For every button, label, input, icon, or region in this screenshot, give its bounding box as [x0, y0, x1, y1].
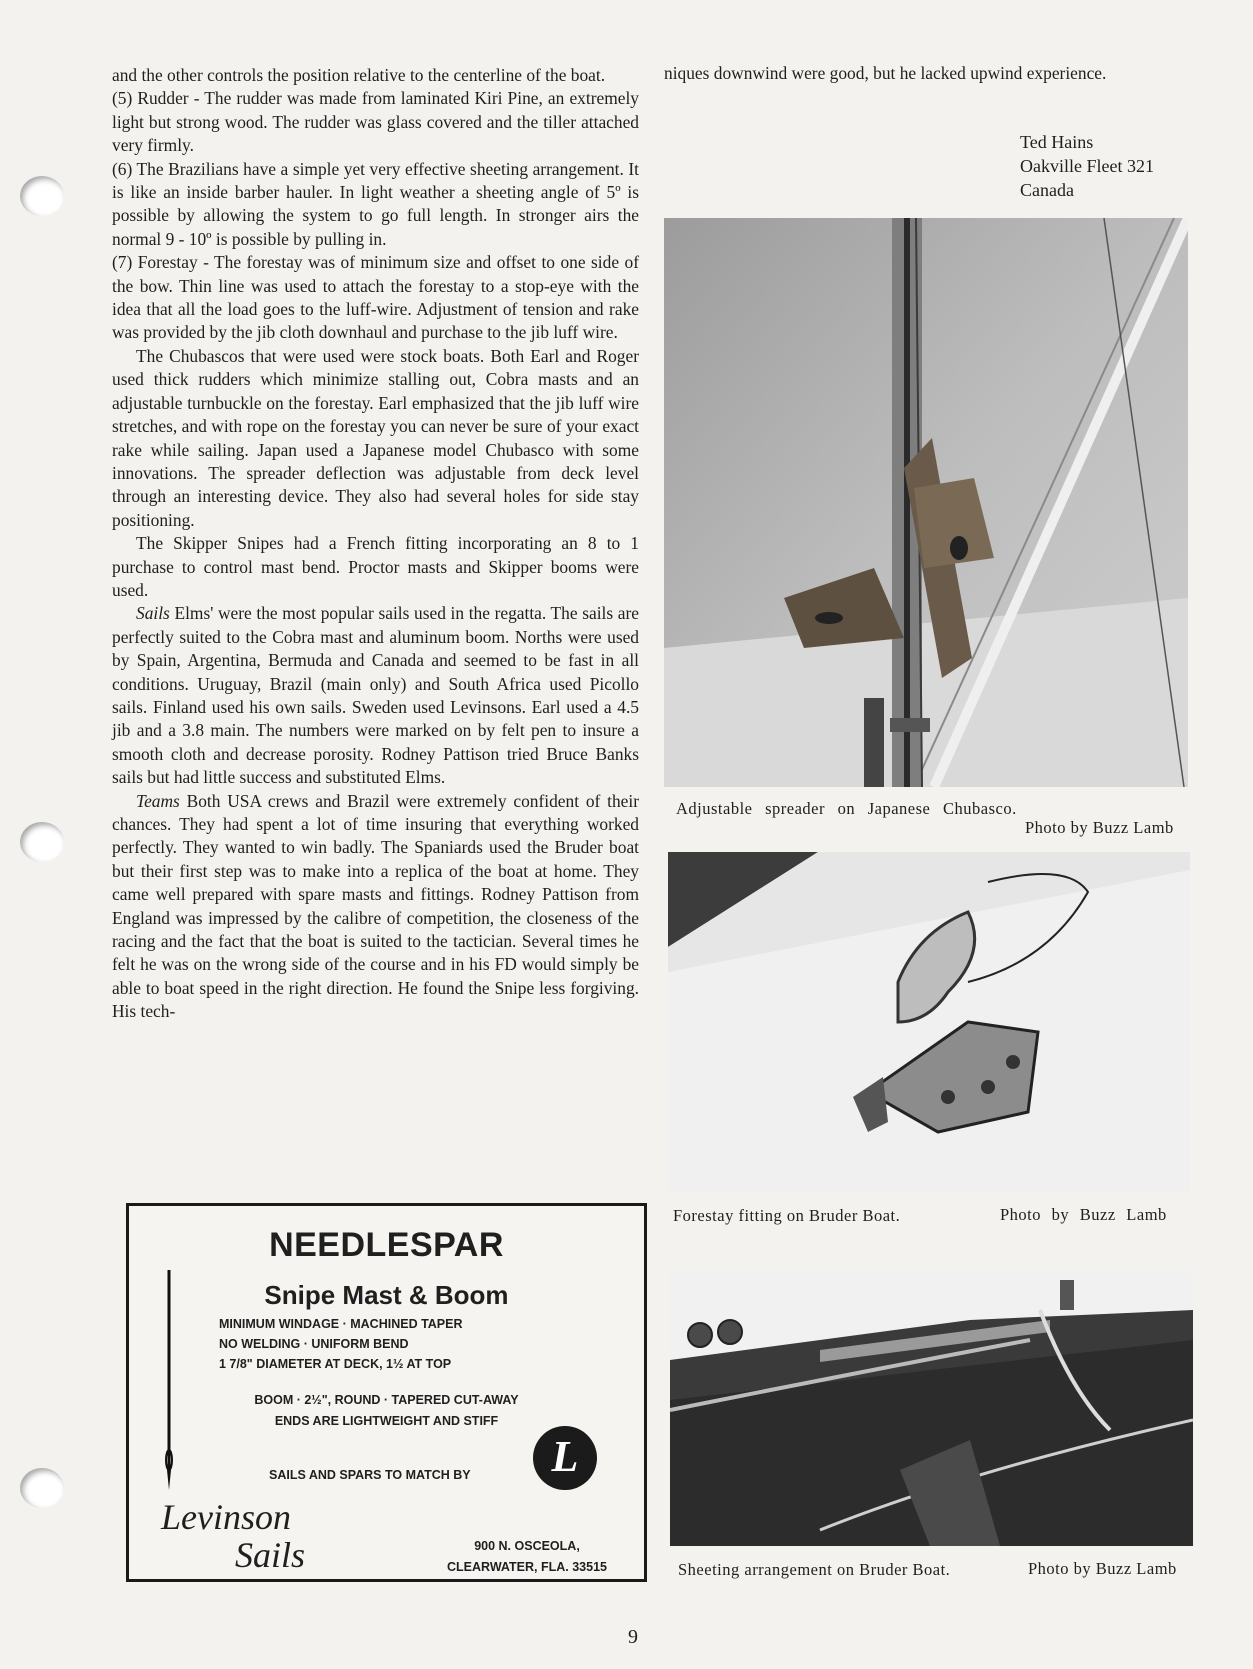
ad-address-line: CLEARWATER, FLA. 33515	[447, 1560, 607, 1574]
article-paragraph: The Chubascos that were used were stock boats. Both Earl and Roger used thick rudders which minimize stalling out, Cobra masts and an adjustable turnbuckle on the forestay. Earl emphasized that the jib luff wire stretches, and with rope on the forestay you can never be sure of your exact rake while sailing. Japan used a Japanese model Chubasco with some innovations. The spreader deflection was adjustable from deck level through an interesting device. They also had several holes for side stay positioning.	[112, 345, 639, 530]
photo-forestay-fitting	[668, 852, 1190, 1192]
ad-feature-line: ENDS ARE LIGHTWEIGHT AND STIFF	[274, 1414, 499, 1428]
ad-feature-line: 1 7/8" DIAMETER AT DECK, 1½ AT TOP	[219, 1357, 452, 1371]
photo-credit-sheeting: Photo by Buzz Lamb	[1028, 1559, 1177, 1578]
advertisement-needlespar	[126, 1203, 647, 1582]
sheeting-photo-image	[670, 1270, 1193, 1546]
photo-credit-spreader: Photo by Buzz Lamb	[1025, 818, 1174, 837]
ad-address	[447, 1536, 607, 1578]
levinson-logo-icon: L	[533, 1426, 597, 1490]
article-paragraph-sails	[112, 602, 639, 789]
photo-credit-forestay: Photo by Buzz Lamb	[1000, 1205, 1167, 1224]
binder-hole-bottom	[20, 1468, 64, 1508]
ad-brand-name: Levinson	[161, 1497, 291, 1537]
article-text: Both USA crews and Brazil were extremely confident of their chances. They had spent a lot of time insuring that everything worked perfectly. They wanted to win badly. The Spaniards used the Bruder boat but their first step was to make into a replica of the boat at home. They came well prepared with spare masts and fittings. Rodney Pattison from England was impressed by the calibre of competition, the closeness of the racing and the fact that the boat is suited to the tactician. Several times he felt he was on the wrong side of the course and in his FD would simply be able to boat speed in the right direction. He found the Snipe less forgiving. His tech-	[112, 790, 639, 1022]
ad-feature-line: BOOM · 2½", ROUND · TAPERED CUT-AWAY	[254, 1393, 519, 1407]
author-fleet: Oakville Fleet 321	[1020, 156, 1154, 176]
author-name: Ted Hains	[1020, 132, 1094, 152]
article-paragraph: (5) Rudder - The rudder was made from laminated Kiri Pine, an extremely light but strong wood. The rudder was glass covered and the tiller attached very firmly.	[112, 88, 639, 156]
binder-hole-top	[20, 176, 64, 216]
photo-sheeting-arrangement	[670, 1270, 1193, 1546]
section-lead-teams: Teams	[136, 790, 180, 811]
photo-caption-spreader: Adjustable spreader on Japanese Chubasco.	[676, 799, 1017, 818]
ad-address-line: 900 N. OSCEOLA,	[474, 1539, 580, 1553]
article-continuation: niques downwind were good, but he lacked upwind experience.	[664, 63, 1107, 83]
binder-hole-middle	[20, 822, 64, 862]
author-country: Canada	[1020, 180, 1074, 200]
author-byline	[1020, 130, 1154, 202]
ad-title: NEEDLESPAR	[269, 1226, 504, 1264]
ad-subtitle: Snipe Mast & Boom	[264, 1280, 509, 1310]
article-paragraph-teams	[112, 790, 639, 1024]
spreader-photo-image	[664, 218, 1188, 787]
ad-feature-line: NO WELDING · UNIFORM BEND	[219, 1337, 409, 1351]
page-number: 9	[628, 1626, 638, 1648]
section-lead-sails: Sails	[136, 603, 170, 624]
ad-features	[219, 1314, 463, 1374]
photo-adjustable-spreader	[664, 218, 1188, 787]
photo-caption-sheeting: Sheeting arrangement on Bruder Boat.	[678, 1560, 951, 1579]
ad-feature-line: MINIMUM WINDAGE · MACHINED TAPER	[219, 1317, 463, 1331]
article-paragraph: The Skipper Snipes had a French fitting incorporating an 8 to 1 purchase to control mast bend. Proctor masts and Skipper booms were used.	[112, 533, 639, 600]
article-left-column	[112, 64, 639, 1024]
photo-caption-forestay: Forestay fitting on Bruder Boat.	[673, 1206, 901, 1225]
ad-match-line: SAILS AND SPARS TO MATCH BY	[269, 1468, 471, 1482]
forestay-photo-image	[668, 852, 1190, 1192]
article-paragraph: (7) Forestay - The forestay was of minimum size and offset to one side of the bow. Thin line was used to attach the forestay to a stop-eye with the idea that all the load goes to the luff-wire. Adjustment of tension and rake was provided by the jib cloth downhaul and purchase to the jib luff wire.	[112, 252, 639, 343]
ad-brand-name-2: Sails	[235, 1535, 306, 1575]
article-paragraph: and the other controls the position relative to the centerline of the boat.	[112, 65, 606, 85]
article-text: Elms' were the most popular sails used in the regatta. The sails are perfectly suited to the Cobra mast and aluminum boom. Norths were used by Spain, Argentina, Bermuda and Canada and seemed to be fast in all conditions. Uruguay, Brazil (main only) and South Africa used Picollo sails. Finland used his own sails. Sweden used Levinsons. Earl used a 4.5 jib and a 3.8 main. The numbers were marked on by felt pen to insure a smooth cloth and decrease porosity. Rodney Pattison tried Bruce Banks sails but had little success and substituted Elms.	[112, 603, 639, 788]
article-paragraph: (6) The Brazilians have a simple yet very effective sheeting arrangement. It is like an inside barber hauler. In light weather a sheeting angle of 5º is possible by allowing the system to go full length. In stronger airs the normal 9 - 10º is possible by pulling in.	[112, 158, 639, 249]
